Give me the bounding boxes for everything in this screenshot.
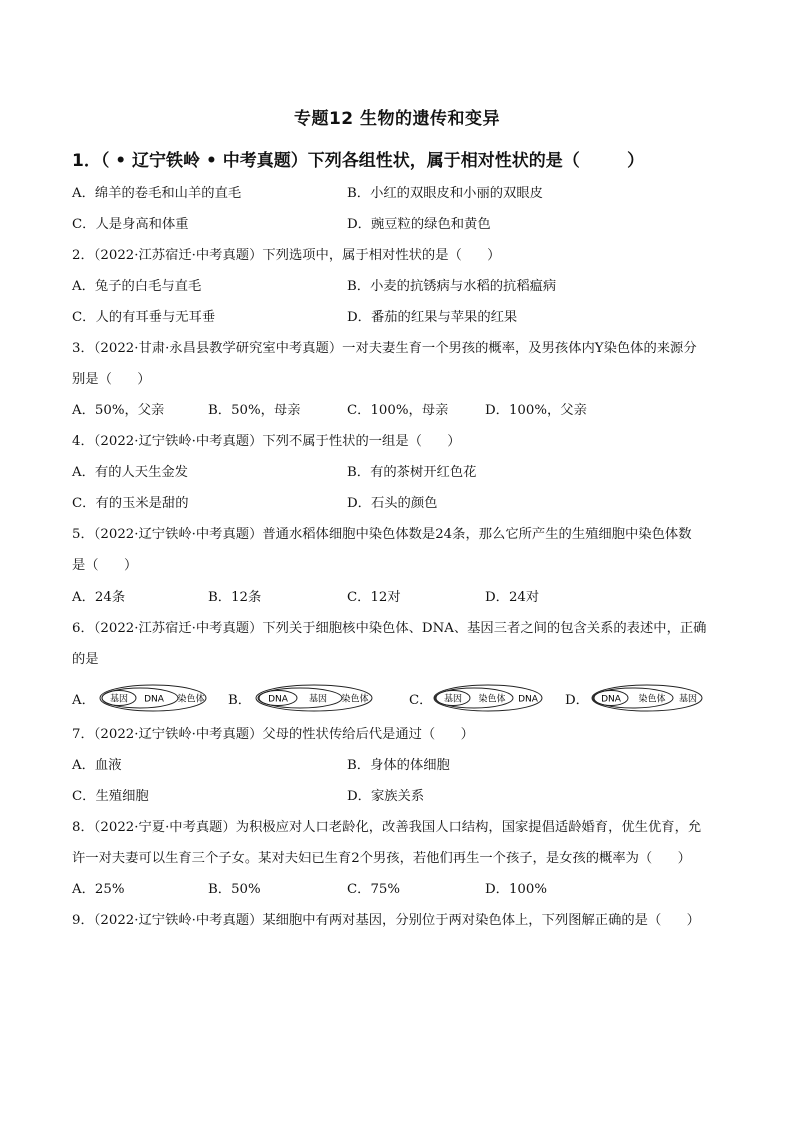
- q7-option-d: D．家族关系: [347, 789, 425, 804]
- outer-label: 染色体: [341, 694, 369, 705]
- question-8-stem-line-1: 8．（2022·宁夏·中考真题）为积极应对人口老龄化，改善我国人口结构，国家提倡适龄婚育，优生优育，允: [72, 820, 702, 835]
- q1-option-b: B．小红的双眼皮和小丽的双眼皮: [347, 186, 543, 201]
- q6-option-c-diagram: [432, 683, 544, 713]
- q6-option-d-diagram: [590, 683, 704, 713]
- q2-option-d: D．番茄的红果与苹果的红果: [347, 310, 518, 325]
- q4-option-c: C．有的玉米是甜的: [72, 496, 189, 511]
- q6-diagram-options: [72, 683, 712, 713]
- question-9-stem: 9．（2022·辽宁铁岭·中考真题）某细胞中有两对基因，分别位于两对染色体上，下列图解正确的是（ ）: [72, 913, 700, 928]
- q6-option-d-label: D．: [565, 693, 589, 708]
- q6-option-b-diagram: [254, 683, 374, 713]
- question-5-stem-line-2: 是（ ）: [72, 558, 138, 573]
- question-6-stem-line-2: 的是: [72, 652, 99, 667]
- q8-option-d: D．100%: [485, 882, 547, 897]
- q6-option-a-diagram: [98, 683, 208, 713]
- q5-option-b: B．12条: [208, 590, 262, 605]
- q5-option-c: C．12对: [347, 590, 401, 605]
- q4-option-a: A．有的人天生金发: [72, 465, 188, 480]
- q5-option-d: D．24对: [485, 590, 540, 605]
- question-4-stem: 4．（2022·辽宁铁岭·中考真题）下列不属于性状的一组是（ ）: [72, 434, 461, 449]
- q5-option-a: A．24条: [72, 590, 126, 605]
- q1-option-a: A．绵羊的卷毛和山羊的直毛: [72, 186, 242, 201]
- q6-option-a-label: A．: [72, 693, 95, 708]
- question-3-stem-line-2: 别是（ ）: [72, 372, 151, 387]
- q8-option-a: A．25%: [72, 882, 125, 897]
- q3-option-c: C．100%，母亲: [347, 403, 449, 418]
- middle-label: 染色体: [478, 694, 506, 705]
- q8-option-b: B．50%: [208, 882, 261, 897]
- question-3-stem-line-1: 3．（2022·甘肃·永昌县教学研究室中考真题）一对夫妻生育一个男孩的概率，及男孩体内Y染色体的来源分: [72, 341, 697, 356]
- middle-label: 染色体: [638, 694, 666, 705]
- inner-label: 基因: [109, 694, 129, 705]
- q8-option-c: C．75%: [347, 882, 401, 897]
- q3-option-a: A．50%，父亲: [72, 403, 165, 418]
- q3-option-d: D．100%，父亲: [485, 403, 587, 418]
- outer-label: 基因: [678, 694, 698, 705]
- question-6-stem-line-1: 6．（2022·江苏宿迁·中考真题）下列关于细胞核中染色体、DNA、基因三者之间的包含关系的表述中，正确: [72, 621, 707, 636]
- q1-option-c: C．人是身高和体重: [72, 217, 189, 232]
- q1-option-d: D．豌豆粒的绿色和黄色: [347, 217, 491, 232]
- q3-option-b: B．50%，母亲: [208, 403, 301, 418]
- inner-label: 基因: [443, 694, 463, 705]
- q4-option-d: D．石头的颜色: [347, 496, 438, 511]
- q7-option-b: B．身体的体细胞: [347, 758, 450, 773]
- middle-label: DNA: [144, 694, 164, 705]
- q6-option-b-label: B．: [228, 693, 252, 708]
- q4-option-b: B．有的茶树开红色花: [347, 465, 477, 480]
- q2-option-b: B．小麦的抗锈病与水稻的抗稻瘟病: [347, 279, 557, 294]
- q2-option-a: A．兔子的白毛与直毛: [72, 279, 202, 294]
- q7-option-a: A．血液: [72, 758, 122, 773]
- middle-label: 基因: [308, 694, 328, 705]
- question-5-stem-line-1: 5．（2022·辽宁铁岭·中考真题）普通水稻体细胞中染色体数是24条，那么它所产生的生殖细胞中染色体数: [72, 527, 692, 542]
- q6-option-c-label: C．: [409, 693, 433, 708]
- question-2-stem: 2．（2022·江苏宿迁·中考真题）下列选项中，属于相对性状的是（ ）: [72, 248, 501, 263]
- outer-label: DNA: [518, 694, 538, 705]
- q7-option-c: C．生殖细胞: [72, 789, 149, 804]
- inner-label: DNA: [268, 694, 288, 705]
- page-title: 专题12 生物的遗传和变异: [293, 109, 501, 129]
- inner-label: DNA: [601, 694, 621, 705]
- question-7-stem: 7．（2022·辽宁铁岭·中考真题）父母的性状传给后代是通过（ ）: [72, 727, 474, 742]
- question-8-stem-line-2: 许一对夫妻可以生育三个子女。某对夫妇已生育2个男孩，若他们再生一个孩子，是女孩的概率为（ ）: [72, 851, 691, 866]
- question-1-stem: 1．（ • 辽宁铁岭 • 中考真题）下列各组性状，属于相对性状的是（ ）: [72, 151, 645, 171]
- outer-label: 染色体: [177, 694, 205, 705]
- q2-option-c: C．人的有耳垂与无耳垂: [72, 310, 216, 325]
